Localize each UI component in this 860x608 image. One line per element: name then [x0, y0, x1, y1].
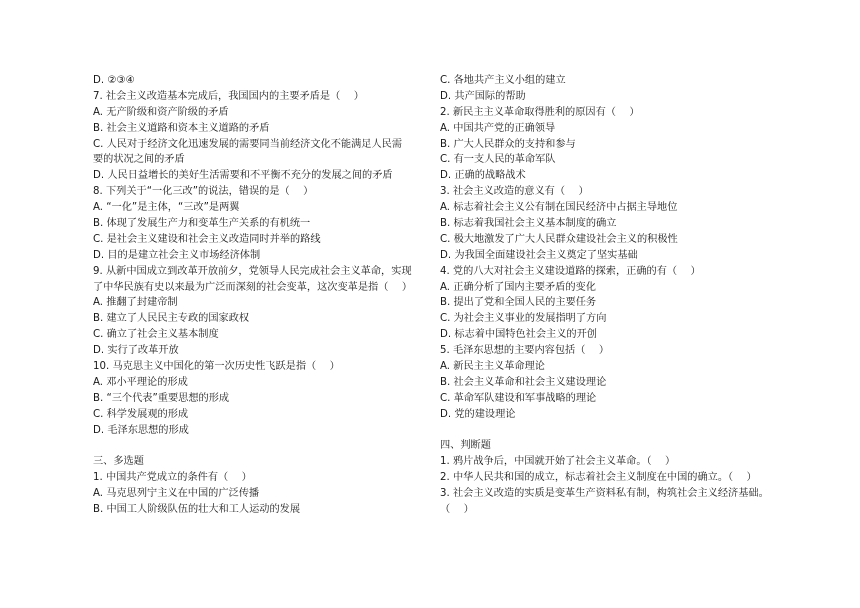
- option-line: A. 标志着社会主义公有制在国民经济中占据主导地位: [440, 202, 678, 214]
- option-line: A. “一化”是主体，“三改”是两翼: [93, 202, 240, 214]
- question-mc-3: 3. 社会主义改造的意义有（ ）: [440, 186, 589, 198]
- option-line: B. 建立了人民民主专政的国家政权: [93, 313, 250, 325]
- option-line: B. 社会主义道路和资本主义道路的矛盾: [93, 122, 270, 134]
- option-line: C. 确立了社会主义基本制度: [93, 329, 219, 341]
- option-line: D. 党的建设理论: [440, 408, 516, 420]
- option-line: C. 人民对于经济文化迅速发展的需要同当前经济文化不能满足人民需: [93, 138, 403, 150]
- option-line: B. 标志着我国社会主义基本制度的确立: [440, 218, 617, 230]
- question-9-continued: 了中华民族有史以来最为广泛而深刻的社会变革，这次变革是指（ ）: [93, 281, 413, 293]
- question-7: 7. 社会主义改造基本完成后，我国国内的主要矛盾是（ ）: [93, 90, 364, 102]
- option-line: A. 无产阶级和资产阶级的矛盾: [93, 106, 229, 118]
- option-line: A. 中国共产党的正确领导: [440, 122, 556, 134]
- option-line: C. 极大地激发了广大人民群众建设社会主义的积极性: [440, 233, 678, 245]
- option-line: C. 是社会主义建设和社会主义改造同时并举的路线: [93, 233, 321, 245]
- option-line: D. 正确的战略战术: [440, 170, 526, 182]
- option-line: B. 体现了发展生产力和变革生产关系的有机统一: [93, 218, 311, 230]
- option-line: A. 马克思列宁主义在中国的广泛传播: [93, 488, 260, 500]
- option-line: C. 有一支人民的革命军队: [440, 154, 556, 166]
- option-line: D. 毛泽东思想的形成: [93, 424, 189, 436]
- question-mc-4: 4. 党的八大对社会主义建设道路的探索，正确的有（ ）: [440, 265, 701, 277]
- question-mc-1: 1. 中国共产党成立的条件有（ ）: [93, 472, 252, 484]
- option-line: C. 各地共产主义小组的建立: [440, 75, 566, 86]
- option-line: D. 人民日益增长的美好生活需要和不平衡不充分的发展之间的矛盾: [93, 170, 393, 182]
- option-line: D. 为我国全面建设社会主义奠定了坚实基础: [440, 249, 638, 261]
- question-tf-1: 1. 鸦片战争后，中国就开始了社会主义革命。（ ）: [440, 456, 676, 468]
- option-line: D. 实行了改革开放: [93, 345, 179, 357]
- question-tf-3-continued: （ ）: [440, 504, 474, 516]
- question-8: 8. 下列关于“一化三改”的说法，错误的是（ ）: [93, 186, 314, 198]
- option-line: B. 中国工人阶级队伍的壮大和工人运动的发展: [93, 504, 301, 516]
- text-line: D. ②③④: [93, 75, 135, 86]
- option-line: B. “三个代表”重要思想的形成: [93, 392, 230, 404]
- question-9: 9. 从新中国成立到改革开放前夕，党领导人民完成社会主义革命，实现: [93, 265, 412, 277]
- right-column: [440, 73, 775, 518]
- question-mc-2: 2. 新民主主义革命取得胜利的原因有（ ）: [440, 106, 640, 118]
- section-heading-multiple-choice: 三、多选题: [93, 456, 144, 468]
- option-line-continued: 要的状况之间的矛盾: [93, 154, 185, 166]
- blank-line: [93, 438, 433, 454]
- option-line: D. 共产国际的帮助: [440, 90, 526, 102]
- question-tf-3: 3. 社会主义改造的实质是变革生产资料私有制，构筑社会主义经济基础。: [440, 488, 769, 500]
- option-line: B. 社会主义革命和社会主义建设理论: [440, 376, 607, 388]
- section-heading-true-false: 四、判断题: [440, 440, 491, 452]
- blank-line: [440, 423, 775, 439]
- option-line: D. 标志着中国特色社会主义的开创: [440, 329, 597, 341]
- option-line: B. 提出了党和全国人民的主要任务: [440, 297, 597, 309]
- option-line: A. 推翻了封建帝制: [93, 297, 178, 309]
- question-tf-2: 2. 中华人民共和国的成立，标志着社会主义制度在中国的确立。（ ）: [440, 472, 757, 484]
- option-line: C. 革命军队建设和军事战略的理论: [440, 392, 597, 404]
- question-10: 10. 马克思主义中国化的第一次历史性飞跃是指（ ）: [93, 361, 340, 373]
- option-line: B. 广大人民群众的支持和参与: [440, 138, 576, 150]
- option-line: C. 为社会主义事业的发展指明了方向: [440, 313, 607, 325]
- left-column: [93, 73, 433, 518]
- option-line: A. 正确分析了国内主要矛盾的变化: [440, 281, 596, 293]
- question-mc-5: 5. 毛泽东思想的主要内容包括（ ）: [440, 345, 610, 357]
- option-line: A. 邓小平理论的形成: [93, 376, 188, 388]
- option-line: A. 新民主主义革命理论: [440, 361, 545, 373]
- option-line: C. 科学发展观的形成: [93, 408, 189, 420]
- option-line: D. 目的是建立社会主义市场经济体制: [93, 249, 261, 261]
